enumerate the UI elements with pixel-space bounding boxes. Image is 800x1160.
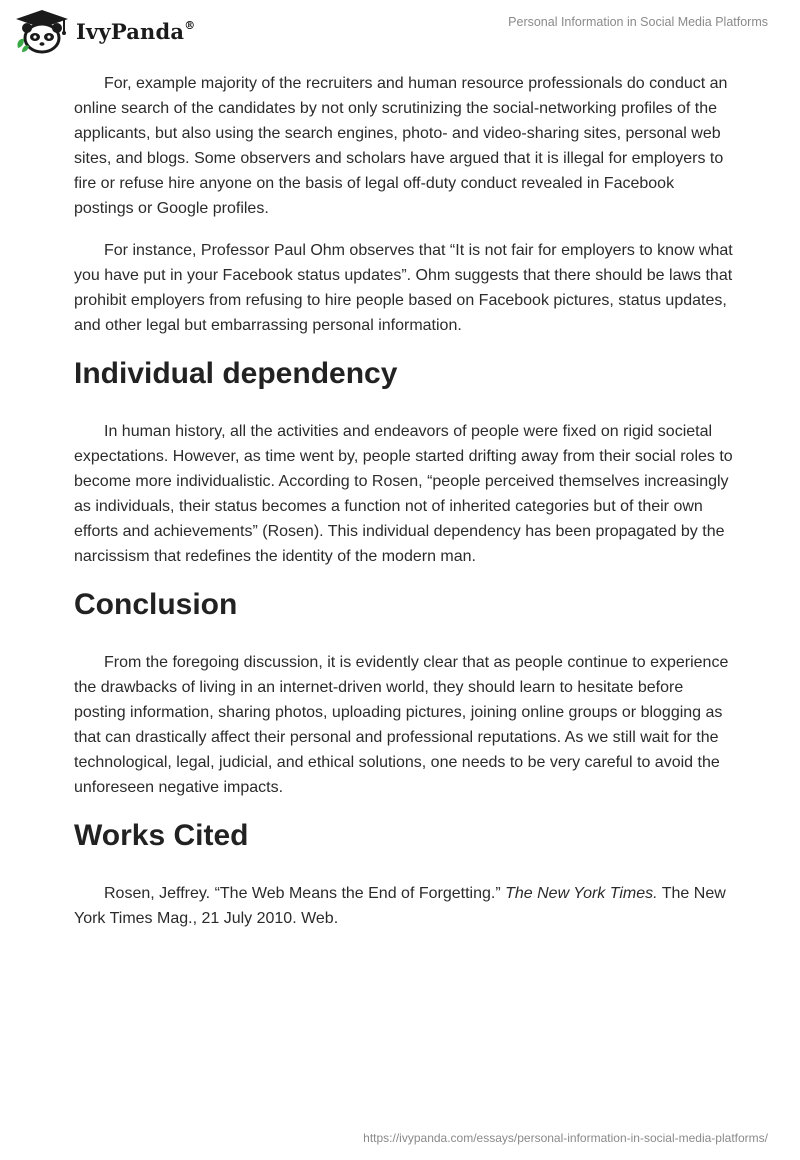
- panda-graduation-cap-icon: [14, 8, 70, 54]
- heading-individual-dependency: Individual dependency: [74, 357, 398, 390]
- document-title: Personal Information in Social Media Platforms: [508, 15, 768, 29]
- brand-name: IvyPanda®: [76, 18, 196, 44]
- paragraph-individual-dependency: In human history, all the activities and endeavors of people were fixed on rigid societal expectations. However, as time went by, people started drifting away from their social roles to become more individualistic. According to Rosen, “people perceived themselves increasingly as individuals, their status becomes a function not of inherited categories but of their own efforts and achievements” (Rosen). This individual dependency has been propagated by the narcissism that redefines the identity of the modern man.: [74, 423, 733, 565]
- paragraph-conclusion: From the foregoing discussion, it is evidently clear that as people continue to experience the drawbacks of living in an internet-driven world, they should learn to hesitate before posting information, sharing photos, uploading pictures, joining online groups or blogging as that can drastically affect their personal and professional reputations. As we still wait for the technological, legal, judicial, and ethical solutions, one needs to be very careful to avoid the unforeseen negative impacts.: [74, 654, 729, 796]
- source-url[interactable]: https://ivypanda.com/essays/personal-information-in-social-media-platforms/: [363, 1131, 768, 1145]
- citation-rosen: Rosen, Jeffrey. “The Web Means the End of Forgetting.” The New York Times. The New York Times Mag., 21 July 2010. Web.: [74, 885, 726, 927]
- paragraph-paul-ohm: For instance, Professor Paul Ohm observes that “It is not fair for employers to know what you have put in your Facebook status updates”. Ohm suggests that there should be laws that prohibit employers from refusing to hire people based on Facebook pictures, status updates, and other legal but embarrassing personal information.: [74, 242, 733, 334]
- essay-content: [74, 71, 734, 948]
- paragraph-recruiters: For, example majority of the recruiters and human resource professionals do conduct an online search of the candidates by not only scrutinizing the social-networking profiles of the applicants, but also using the search engines, photo- and video-sharing sites, personal web sites, and blogs. Some observers and scholars have argued that it is illegal for employers to fire or refuse hire anyone on the basis of legal off-duty conduct revealed in Facebook postings or Google profiles.: [74, 75, 728, 217]
- heading-works-cited: Works Cited: [74, 819, 249, 852]
- page-header: [0, 0, 800, 60]
- heading-conclusion: Conclusion: [74, 588, 238, 621]
- ivypanda-logo[interactable]: [14, 8, 195, 54]
